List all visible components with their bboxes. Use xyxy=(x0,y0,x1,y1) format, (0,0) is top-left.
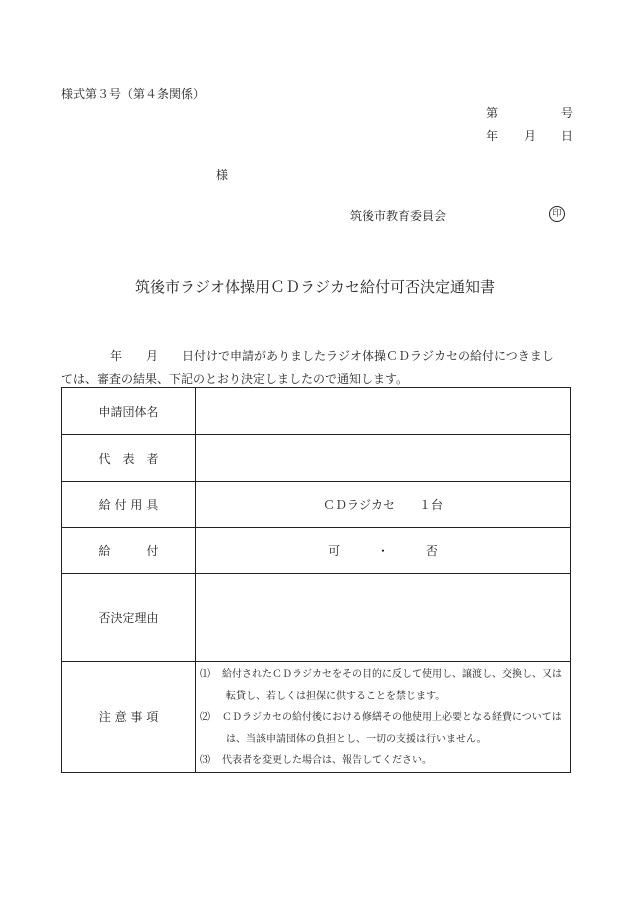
reason-value[interactable] xyxy=(196,574,571,662)
seal-mark: 印 xyxy=(549,206,565,222)
reason-label: 否決定理由 xyxy=(62,574,196,662)
date-day: 日 xyxy=(561,129,574,143)
applicant-org-value[interactable] xyxy=(196,388,571,435)
applicant-org-label: 申請団体名 xyxy=(62,388,196,435)
body-line-1: 年 月 日付けで申請がありましたラジオ体操ＣＤラジカセの給付につきまし xyxy=(110,349,554,363)
grant-value xyxy=(196,528,571,574)
note-text-cont: は、当該申請団体の負担とし、一切の支援は行いません。 xyxy=(226,733,487,745)
number-suffix: 号 xyxy=(561,106,574,120)
grant-separator: ・ xyxy=(376,544,389,558)
note-text: 給付されたＣＤラジカセをその目的に反して使用し、譲渡し、交換し、又は xyxy=(222,669,562,680)
number-prefix: 第 xyxy=(486,106,499,120)
note-text: ＣＤラジカセの給付後における修繕その他使用上必要となる経費については xyxy=(222,712,562,723)
item-value: ＣＤラジカセ １台 xyxy=(196,482,571,528)
note-number: ⑶ xyxy=(200,755,210,766)
row-reason xyxy=(62,574,571,662)
date-month: 月 xyxy=(524,129,537,143)
notes-content xyxy=(196,662,571,773)
representative-label: 代 表 者 xyxy=(62,435,196,482)
note-item xyxy=(200,707,570,729)
row-representative xyxy=(62,435,571,482)
row-applicant-org xyxy=(62,388,571,435)
note-number: ⑴ xyxy=(200,669,210,680)
representative-value[interactable] xyxy=(196,435,571,482)
notice-table xyxy=(61,387,571,773)
note-text-cont: 転貸し、若しくは担保に供することを禁じます。 xyxy=(226,690,446,702)
recipient-honorific: 様 xyxy=(216,168,229,182)
note-number: ⑵ xyxy=(200,712,210,723)
note-item xyxy=(200,750,570,772)
row-notes xyxy=(62,662,571,773)
grant-label: 給 付 xyxy=(62,528,196,574)
issuer-name: 筑後市教育委員会 xyxy=(350,209,447,223)
row-grant xyxy=(62,528,571,574)
notes-label: 注 意 事 項 xyxy=(62,662,196,773)
date-year: 年 xyxy=(486,129,499,143)
body-line-2: ては、審査の結果、下記のとおり決定しましたので通知します。 xyxy=(61,372,409,386)
note-item xyxy=(200,664,570,686)
form-number: 様式第３号（第４条関係） xyxy=(61,87,206,101)
item-label: 給 付 用 具 xyxy=(62,482,196,528)
note-text: 代表者を変更した場合は、報告してください。 xyxy=(222,755,432,766)
row-item xyxy=(62,482,571,528)
grant-yes[interactable]: 可 xyxy=(328,544,341,558)
grant-no[interactable]: 否 xyxy=(425,544,438,558)
document-title: 筑後市ラジオ体操用ＣＤラジカセ給付可否決定通知書 xyxy=(134,278,495,296)
